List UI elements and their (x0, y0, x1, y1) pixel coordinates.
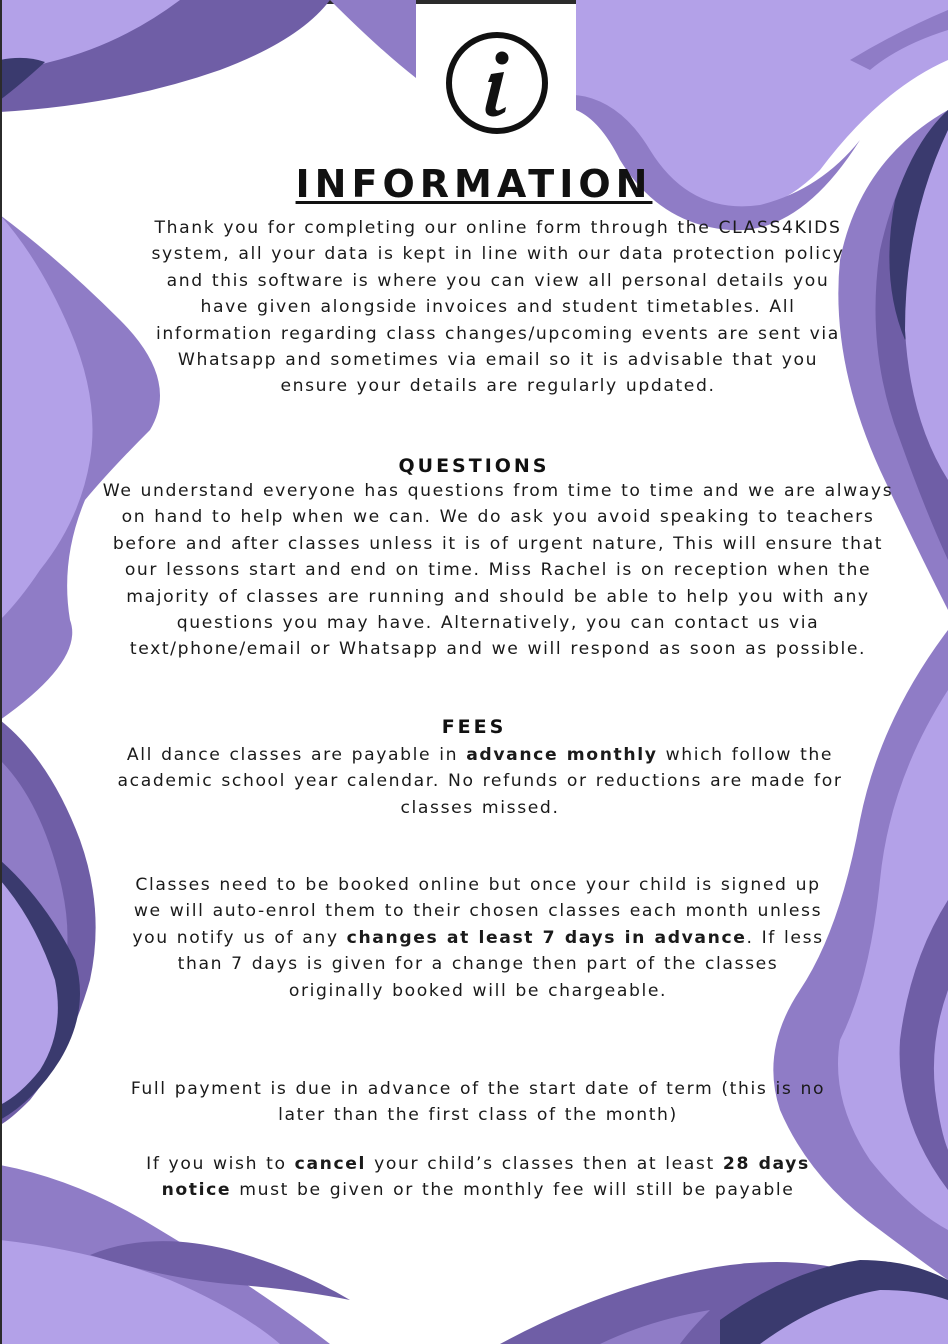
page-title: INFORMATION (295, 162, 653, 206)
info-icon (444, 30, 550, 136)
fees-paragraph-booking: Classes need to be booked online but once your child is signed up we will auto-enrol them to their chosen classes each month unless you notify us of any changes at least 7 days in advance. If less than 7 days is given for a change then part of the classes originally booked will be chargeable. (132, 875, 824, 1001)
questions-paragraph: We understand everyone has questions from time to time and we are always on hand to help when we can. We do ask you avoid speaking to teachers before and after classes unless it is of urgent nature, This will ensure that our lessons start and end on time. Miss Rachel is on reception when the majority of classes are running and should be able to help you with any questions you may have. Alternatively, you can contact us via text/phone/email or Whatsapp and we will respond as soon as possible. (102, 481, 894, 660)
intro-paragraph: Thank you for completing our online form through the CLASS4KIDS system, all your data is kept in line with our data protection policy and this software is where you can view all personal details you have given alongside invoices and student timetables. All information regarding class changes/upcoming events are sent via Whatsapp and sometimes via email so it is advisable that you ensure your details are regularly updated. (151, 218, 845, 397)
fees-heading: FEES (441, 716, 507, 738)
fees-paragraph-cancellation: If you wish to cancel your child’s classes then at least 28 days notice must be given or the monthly fee will still be payable (146, 1154, 810, 1201)
fees-paragraph-payment: All dance classes are payable in advance monthly which follow the academic school year calendar. No refunds or reductions are made for classes missed. (117, 745, 843, 818)
questions-heading: QUESTIONS (398, 455, 550, 477)
fees-paragraph-due-date: Full payment is due in advance of the start date of term (this is no later than the first class of the month) (130, 1079, 826, 1126)
